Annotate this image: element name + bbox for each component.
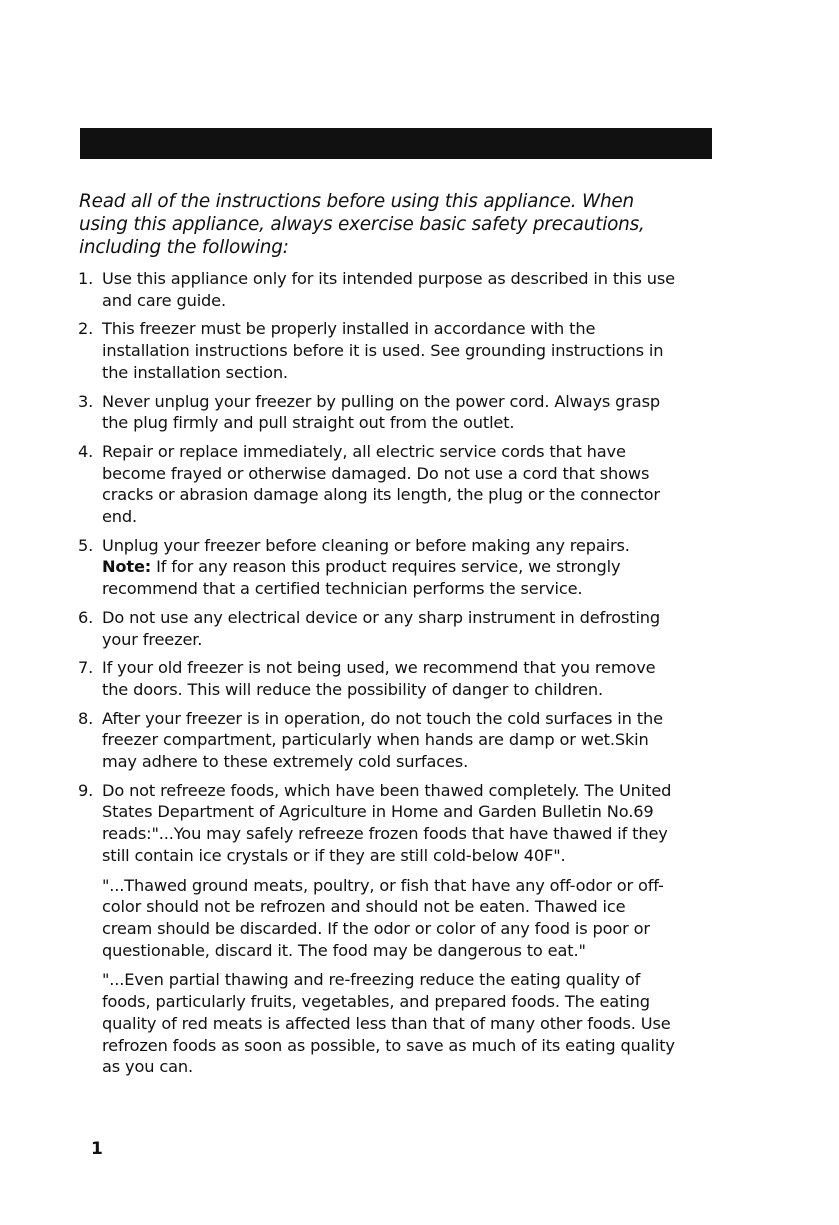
list-item [76, 318, 676, 383]
item-text: This freezer must be properly installed in accordance with the installation instructions before it is used. See grounding instructions in the installation section. [102, 319, 664, 382]
item-number: 6. [78, 607, 94, 627]
item-text: Never unplug your freezer by pulling on the power cord. Always grasp the plug firmly and pull straight out from the outlet. [102, 391, 660, 433]
item-text: If your old freezer is not being used, we recommend that you remove the doors. This will reduce the possibility of danger to children. [102, 658, 656, 699]
item-number: 2. [78, 319, 94, 339]
list-item [76, 268, 676, 311]
item-number: 4. [78, 441, 94, 461]
item-number: 8. [78, 708, 94, 728]
list-item [76, 535, 676, 600]
item-number: 5. [78, 535, 94, 555]
page-number: 1 [91, 1139, 103, 1159]
item-number: 9. [78, 780, 94, 800]
list-item [76, 780, 676, 1078]
item-number: 7. [78, 658, 94, 678]
list-item [76, 607, 676, 650]
note-label: Note: [102, 557, 152, 577]
item-text: Repair or replace immediately, all electric service cords that have become frayed or otherwise damaged. Do not use a cord that shows cracks or abrasion damage along its length, the plug or the connector end. [102, 441, 660, 527]
list-item [76, 708, 676, 773]
safety-instructions-list [76, 268, 676, 1085]
quote-paragraph: "...Even partial thawing and re-freezing reduce the eating quality of foods, particularly fruits, vegetables, and prepared foods. The eating quality of red meats is affected less than that of many other foods. Use refrozen foods as soon as possible, to save as much of its eating quality as you can. [102, 970, 675, 1077]
item-number: 1. [78, 269, 94, 288]
header-bar [80, 128, 712, 159]
item-text: Do not refreeze foods, which have been thawed completely. The United States Department of Agriculture in Home and Garden Bulletin No.69 reads:"...You may safely refreeze frozen foods that have thawed if they still contain ice crystals or if they are still cold-below 40F". [102, 780, 672, 865]
intro-text: Read all of the instructions before using this appliance. When using this appliance, always exercise basic safety precautions, including the following: [79, 191, 645, 258]
item-number: 3. [78, 391, 94, 411]
item-text: After your freezer is in operation, do not touch the cold surfaces in the freezer compartment, particularly when hands are damp or wet.Skin may adhere to these extremely cold surfaces. [102, 708, 663, 772]
item-text: Use this appliance only for its intended purpose as described in this use and care guide. [102, 269, 675, 310]
quote-paragraph: "...Thawed ground meats, poultry, or fish that have any off-odor or off-color should not be refrozen and should not be eaten. Thawed ice cream should be discarded. If the odor or color of any food is poor or questionable, discard it. The food may be dangerous to eat." [102, 875, 664, 960]
item-text: Unplug your freezer before cleaning or before making any repairs. [102, 535, 630, 555]
note-text: If for any reason this product requires service, we strongly recommend that a certified technician performs the service. [102, 557, 621, 599]
item-text: Do not use any electrical device or any sharp instrument in defrosting your freezer. [102, 607, 661, 649]
list-item [76, 391, 676, 434]
list-item [76, 657, 676, 700]
list-item [76, 441, 676, 528]
